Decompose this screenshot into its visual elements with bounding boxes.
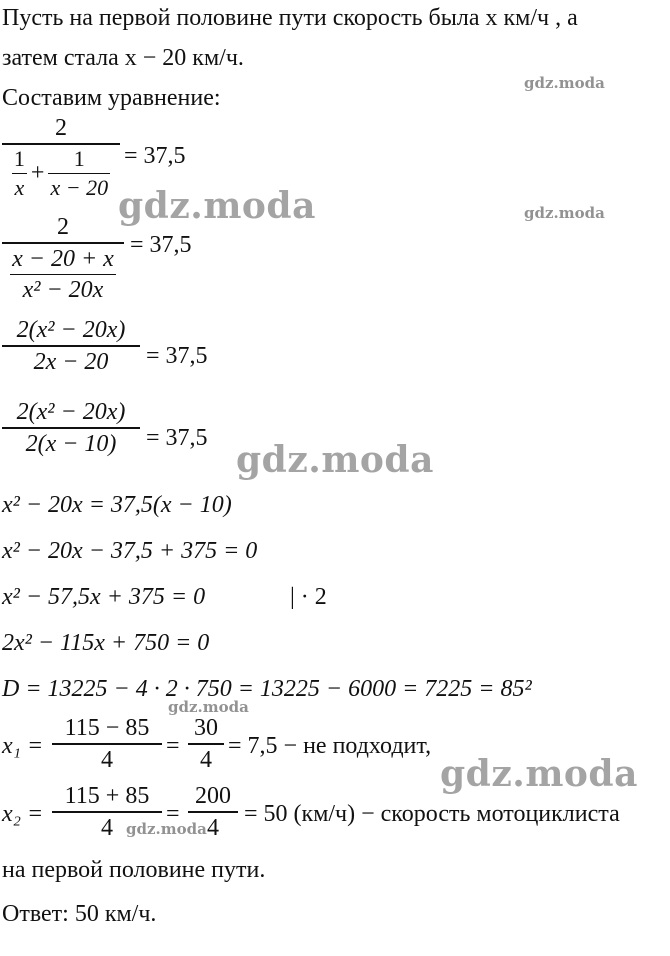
- eq1-inner-num-a: 1: [13, 145, 25, 171]
- equation-9: D = 13225 − 4 · 2 · 750 = 13225 − 6000 = 7225 = 85²: [2, 676, 532, 702]
- equation-3: [2, 318, 302, 388]
- root1-rest: = 7,5 − не подходит,: [228, 733, 432, 759]
- eq3-numerator: 2(x² − 20x): [16, 317, 126, 343]
- eq1-inner-bar-b: [48, 173, 110, 175]
- eq2-inner-num: x − 20 + x: [12, 245, 114, 272]
- root2-conclusion: = 50 (км/ч) − скорость мотоциклиста: [244, 801, 620, 827]
- text-line-last: на первой половине пути.: [2, 857, 266, 883]
- eq2-inner-den: x² − 20x: [22, 277, 104, 304]
- root2-f1-den: 4: [101, 814, 113, 841]
- eq2-numerator: 2: [57, 214, 69, 240]
- eq2-rhs: = 37,5: [130, 232, 192, 258]
- watermark-logo: gdz.moda: [524, 204, 605, 222]
- root1-f1-den: 4: [101, 746, 113, 773]
- eq4-fraction-bar: [2, 427, 140, 429]
- eq1-inner-num-b: 1: [73, 145, 85, 171]
- eq4-rhs: = 37,5: [146, 425, 208, 451]
- eq3-rhs: = 37,5: [146, 343, 208, 369]
- watermark-logo: gdz.moda: [126, 820, 207, 838]
- eq1-numerator: 2: [55, 115, 67, 141]
- text-line-2: затем стала x − 20 км/ч.: [2, 45, 244, 71]
- watermark-logo: gdz.moda: [440, 753, 638, 795]
- eq4-numerator: 2(x² − 20x): [16, 399, 126, 425]
- eq1-inner-bar-a: [12, 173, 27, 175]
- equation-7: x² − 57,5x + 375 = 0: [2, 584, 206, 610]
- eq4-denominator: 2(x − 10): [25, 430, 117, 457]
- root1-eq: =: [166, 733, 180, 759]
- text-line-1: Пусть на первой половине пути скорость была x км/ч , а: [2, 5, 578, 31]
- eq1-fraction-bar: [2, 143, 120, 145]
- root2-f1-num: 115 + 85: [64, 783, 150, 809]
- root1-f2-num: 30: [194, 715, 218, 741]
- root2-eq: =: [166, 801, 180, 827]
- eq3-fraction-bar: [2, 345, 140, 347]
- eq1-plus: +: [30, 160, 45, 187]
- equation-7-multiplier: | · 2: [290, 584, 327, 610]
- equation-2: [2, 215, 302, 305]
- equation-6: x² − 20x − 37,5 + 375 = 0: [2, 538, 258, 564]
- eq2-fraction-bar: [2, 242, 124, 244]
- eq2-inner-bar: [10, 274, 116, 276]
- eq1-inner-den-a: x: [14, 175, 25, 201]
- root1-f1-bar: [52, 743, 162, 745]
- root2-f2-num: 200: [195, 783, 231, 809]
- root2-f2-bar: [188, 811, 238, 813]
- equation-8: 2x² − 115x + 750 = 0: [2, 630, 210, 656]
- watermark-logo: gdz.moda: [236, 439, 434, 481]
- root2-f2-den: 4: [207, 814, 219, 841]
- root1-lhs: x₁ =: [2, 733, 44, 759]
- eq1-rhs: = 37,5: [124, 143, 186, 169]
- watermark-logo: gdz.moda: [524, 74, 605, 92]
- watermark-logo: gdz.moda: [118, 185, 316, 227]
- root1-f2-den: 4: [200, 746, 212, 773]
- root1-f2-bar: [188, 743, 224, 745]
- text-line-3: Составим уравнение:: [2, 85, 221, 111]
- root1-f1-num: 115 − 85: [64, 715, 150, 741]
- equation-5: x² − 20x = 37,5(x − 10): [2, 492, 232, 518]
- answer-line: Ответ: 50 км/ч.: [2, 901, 157, 927]
- watermark-logo: gdz.moda: [168, 698, 249, 716]
- eq3-denominator: 2x − 20: [33, 348, 109, 375]
- eq1-inner-den-b: x − 20: [50, 175, 109, 201]
- root2-lhs: x₂ =: [2, 801, 44, 827]
- root2-f1-bar: [52, 811, 162, 813]
